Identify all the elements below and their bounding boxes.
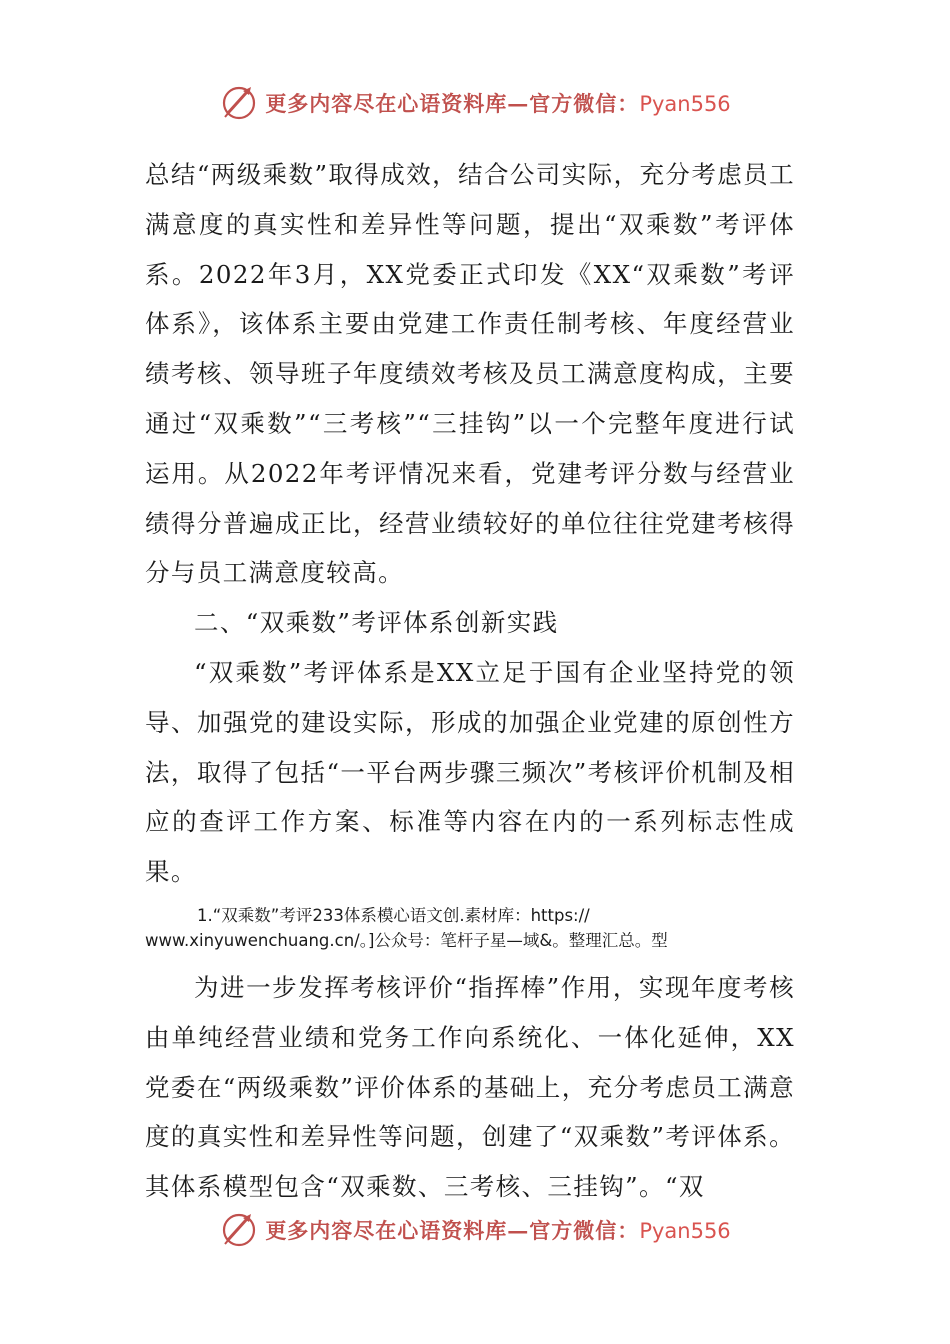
footer-banner-label: 更多内容尽在心语资料库—官方微信：	[265, 1218, 640, 1243]
footer-banner	[0, 1208, 950, 1252]
footer-wechat-id: Pyan556	[639, 1219, 731, 1243]
paragraph-2: “双乘数”考评体系是XX立足于国有企业坚持党的领导、加强党的建设实际，形成的加强企业党建的原创性方法，取得了包括“一平台两步骤三频次”考核评价机制及相应的查评工作方案、标准等内容在内的一系列标志性成果。	[145, 657, 795, 887]
footnote-line-2: www.xinyuwenchuang.cn/。]公众号：笔杆子星—域&。整理汇总。型	[145, 930, 668, 950]
header-wechat-id: Pyan556	[639, 92, 731, 116]
footnote-line-1: 1.“双乘数”考评233体系模心语文创.素材库：https://	[197, 905, 590, 925]
footer-banner-text	[265, 1215, 730, 1245]
header-banner-label: 更多内容尽在心语资料库—官方微信：	[265, 91, 640, 116]
paragraph-3: 为进一步发挥考核评价“指挥棒”作用，实现年度考核由单纯经营业绩和党务工作向系统化、一体化延伸，XX党委在“两级乘数”评价体系的基础上，充分考虑员工满意度的真实性和差异性等问题，创建了“双乘数”考评体系。其体系模型包含“双乘数、三考核、三挂钩”。“双	[145, 972, 795, 1202]
paragraph-1: 总结“两级乘数”取得成效，结合公司实际，充分考虑员工满意度的真实性和差异性等问题，提出“双乘数”考评体系。2022年3月，XX党委正式印发《XX“双乘数”考评体系》，该体系主要由党建工作责任制考核、年度经营业绩考核、领导班子年度绩效考核及员工满意度构成，主要通过“双乘数”“三考核”“三挂钩”以一个完整年度进行试运用。从2022年考评情况来看，党建考评分数与经营业绩得分普遍成正比，经营业绩较好的单位往往党建考核得分与员工满意度较高。	[145, 160, 795, 588]
footnote	[145, 903, 795, 953]
section-heading-2: 二、“双乘数”考评体系创新实践	[194, 608, 559, 638]
header-banner-text	[265, 88, 730, 118]
pen-logo-icon	[219, 1210, 259, 1250]
header-banner	[0, 81, 950, 125]
pen-logo-icon	[219, 83, 259, 123]
document-body	[145, 150, 795, 1212]
